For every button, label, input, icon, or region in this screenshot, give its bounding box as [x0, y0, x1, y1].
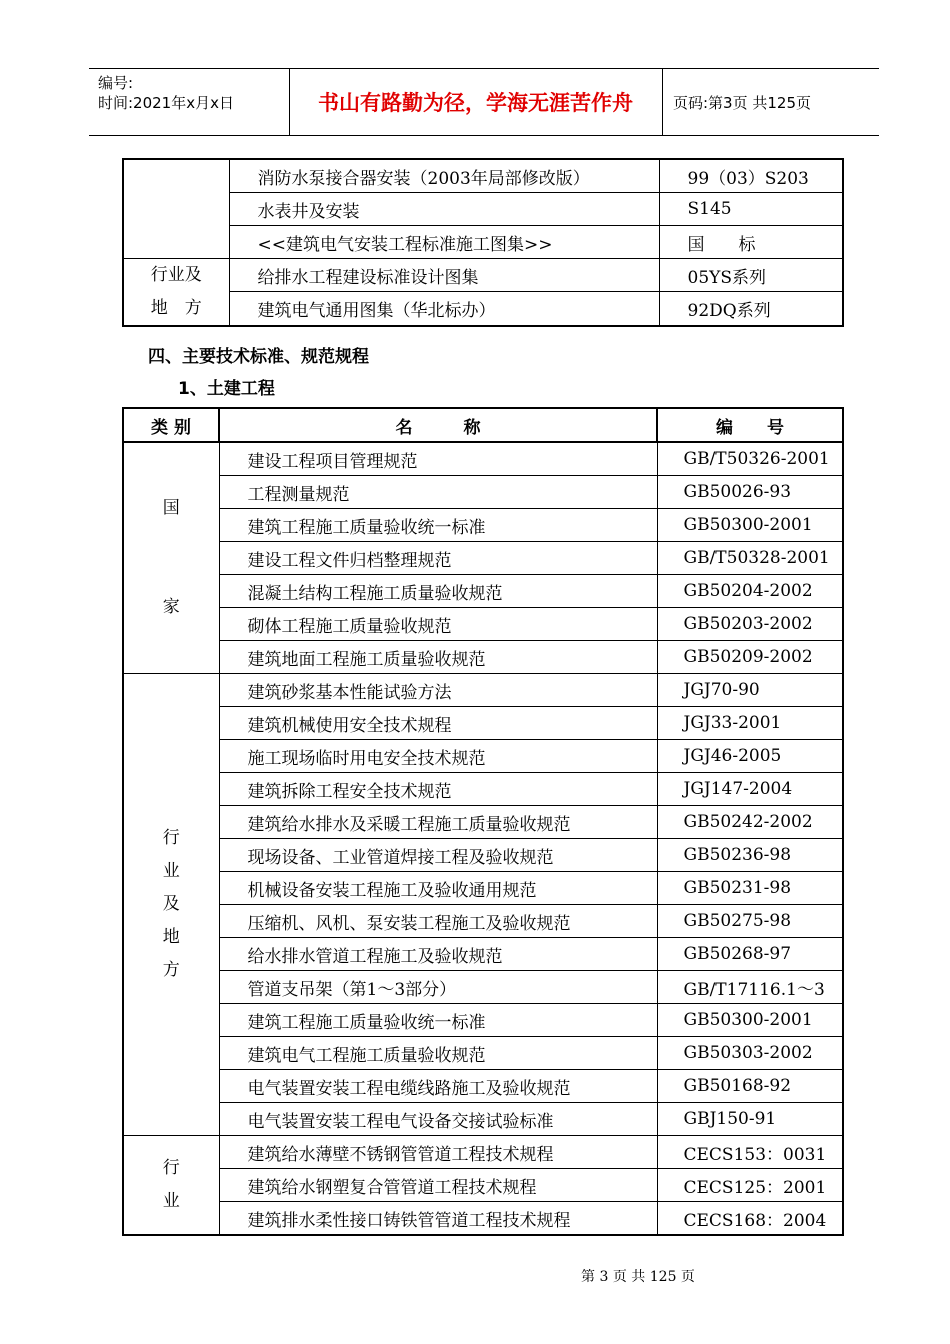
- standard-name: 工程测量规范: [219, 476, 657, 509]
- category-cell-empty: [123, 159, 229, 259]
- table-row: [123, 707, 843, 740]
- table-row: [123, 159, 843, 193]
- table-row: [123, 971, 843, 1004]
- standard-name: 消防水泵接合器安装（2003年局部修改版）: [229, 159, 659, 193]
- standard-code: JGJ33-2001: [657, 707, 843, 740]
- table-row: [123, 1202, 843, 1236]
- standard-name: 建筑给水钢塑复合管管道工程技术规程: [219, 1169, 657, 1202]
- standard-code: GB50168-92: [657, 1070, 843, 1103]
- category-cell: [123, 442, 219, 674]
- standard-name: 建设工程文件归档整理规范: [219, 542, 657, 575]
- standard-code: GB50209-2002: [657, 641, 843, 674]
- standard-name: 建筑给水排水及采暖工程施工质量验收规范: [219, 806, 657, 839]
- table-row: [123, 905, 843, 938]
- standard-code: CECS168：2004: [657, 1202, 843, 1236]
- standard-code: 99（03）S203: [659, 159, 843, 193]
- category-char: 国: [162, 498, 180, 518]
- standard-code: GB50275-98: [657, 905, 843, 938]
- standard-code: GBJ150-91: [657, 1103, 843, 1136]
- header-category: 类 别: [123, 408, 219, 442]
- category-cell: [123, 1136, 219, 1236]
- standard-code: GB/T50328-2001: [657, 542, 843, 575]
- standard-code: GB50203-2002: [657, 608, 843, 641]
- header-motto: 书山有路勤为径，学海无涯苦作舟: [289, 69, 663, 135]
- standard-name: 建筑工程施工质量验收统一标准: [219, 1004, 657, 1037]
- standard-code: CECS125：2001: [657, 1169, 843, 1202]
- standard-name: 管道支吊架（第1～3部分）: [219, 971, 657, 1004]
- header-meta: [89, 69, 290, 135]
- standard-name: 建筑砂浆基本性能试验方法: [219, 674, 657, 707]
- standard-name: 建筑地面工程施工质量验收规范: [219, 641, 657, 674]
- category-char: 业: [162, 861, 180, 881]
- standard-name: 给排水工程建设标准设计图集: [229, 259, 659, 292]
- standard-name: 施工现场临时用电安全技术规范: [219, 740, 657, 773]
- category-char: 及: [162, 894, 180, 914]
- standard-code: GB50236-98: [657, 839, 843, 872]
- standard-code: JGJ70-90: [657, 674, 843, 707]
- table-row: [123, 509, 843, 542]
- standard-name: 建筑电气工程施工质量验收规范: [219, 1037, 657, 1070]
- standards-table: [122, 407, 844, 1236]
- standard-code: GB50204-2002: [657, 575, 843, 608]
- standard-code: GB50231-98: [657, 872, 843, 905]
- category-line: 地 方: [150, 298, 202, 318]
- category-line: 行业及: [150, 265, 202, 285]
- table-header-row: [123, 408, 843, 442]
- standard-code: 05YS系列: [659, 259, 843, 292]
- table-row: [123, 476, 843, 509]
- standard-name: 现场设备、工业管道焊接工程及验收规范: [219, 839, 657, 872]
- standard-code: JGJ147-2004: [657, 773, 843, 806]
- table-row: [123, 674, 843, 707]
- table-row: [123, 292, 843, 326]
- time-label: 时间:2021年x月x日: [98, 94, 234, 112]
- continuation-table: [122, 158, 844, 327]
- table-row: [123, 259, 843, 292]
- standard-name: 机械设备安装工程施工及验收通用规范: [219, 872, 657, 905]
- standard-code: GB50303-2002: [657, 1037, 843, 1070]
- number-label: 编号:: [98, 74, 134, 92]
- table-row: [123, 806, 843, 839]
- header-page-info: 页码:第3页 共125页: [673, 93, 811, 112]
- standard-name: 砌体工程施工质量验收规范: [219, 608, 657, 641]
- standard-name: 电气装置安装工程电缆线路施工及验收规范: [219, 1070, 657, 1103]
- subsection-title: 1、土建工程: [178, 379, 275, 399]
- table-row: [123, 839, 843, 872]
- standard-code: S145: [659, 193, 843, 226]
- table-row: [123, 641, 843, 674]
- table-row: [123, 193, 843, 226]
- table-row: [123, 608, 843, 641]
- standard-name: 给水排水管道工程施工及验收规范: [219, 938, 657, 971]
- table-row: [123, 1136, 843, 1169]
- standard-code: GB50026-93: [657, 476, 843, 509]
- header-code: 编 号: [657, 408, 843, 442]
- standard-name: 建筑拆除工程安全技术规范: [219, 773, 657, 806]
- standard-code: GB/T50326-2001: [657, 442, 843, 476]
- table-row: [123, 872, 843, 905]
- page-header: [89, 68, 879, 136]
- table-row: [123, 226, 843, 259]
- table-row: [123, 1004, 843, 1037]
- standard-code: GB50300-2001: [657, 1004, 843, 1037]
- standard-code: CECS153：0031: [657, 1136, 843, 1169]
- page-footer: [0, 1266, 950, 1286]
- standard-name: 建筑机械使用安全技术规程: [219, 707, 657, 740]
- standard-code: JGJ46-2005: [657, 740, 843, 773]
- standard-name: 建设工程项目管理规范: [219, 442, 657, 476]
- table-row: [123, 773, 843, 806]
- standard-code: GB/T17116.1～3: [657, 971, 843, 1004]
- standard-name: 混凝土结构工程施工质量验收规范: [219, 575, 657, 608]
- footer-page-number: 第 3 页 共 125 页: [581, 1269, 695, 1285]
- table-row: [123, 542, 843, 575]
- standard-code: 国 标: [659, 226, 843, 259]
- standard-name: 建筑给水薄壁不锈钢管管道工程技术规程: [219, 1136, 657, 1169]
- table-row: [123, 1169, 843, 1202]
- section-title: 四、主要技术标准、规范规程: [148, 347, 369, 367]
- category-char: 行: [162, 828, 180, 848]
- standard-code: GB50268-97: [657, 938, 843, 971]
- category-char: 方: [162, 960, 180, 980]
- standard-code: GB50300-2001: [657, 509, 843, 542]
- table-row: [123, 1037, 843, 1070]
- standard-name: 建筑排水柔性接口铸铁管管道工程技术规程: [219, 1202, 657, 1236]
- standard-name: <<建筑电气安装工程标准施工图集>>: [229, 226, 659, 259]
- table-row: [123, 740, 843, 773]
- header-name: 名 称: [219, 408, 657, 442]
- standard-code: 92DQ系列: [659, 292, 843, 326]
- table-row: [123, 575, 843, 608]
- category-cell: [123, 674, 219, 1136]
- standard-name: 电气装置安装工程电气设备交接试验标准: [219, 1103, 657, 1136]
- category-char: 地: [162, 927, 180, 947]
- standard-name: 压缩机、风机、泵安装工程施工及验收规范: [219, 905, 657, 938]
- standard-name: 建筑工程施工质量验收统一标准: [219, 509, 657, 542]
- category-cell: [123, 259, 229, 327]
- table-row: [123, 442, 843, 476]
- category-char: 业: [162, 1191, 180, 1211]
- category-char: 家: [162, 597, 180, 617]
- table-row: [123, 938, 843, 971]
- standard-name: 水表井及安装: [229, 193, 659, 226]
- category-char: 行: [162, 1158, 180, 1178]
- standard-name: 建筑电气通用图集（华北标办）: [229, 292, 659, 326]
- standard-code: GB50242-2002: [657, 806, 843, 839]
- table-row: [123, 1070, 843, 1103]
- table-row: [123, 1103, 843, 1136]
